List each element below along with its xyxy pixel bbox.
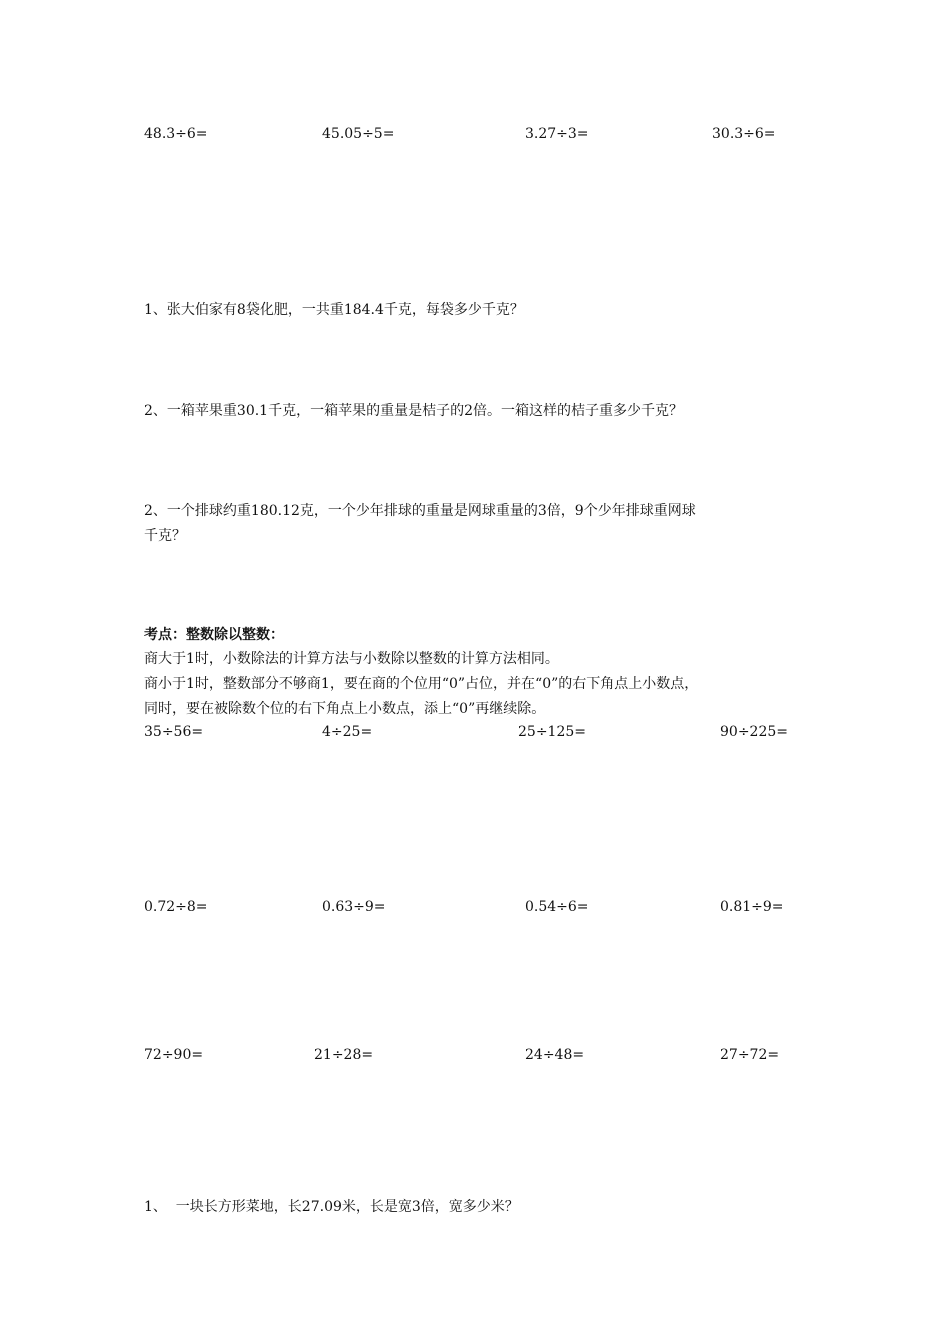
- exercise-row-3: [0, 897, 950, 917]
- exercise-item: 0.54÷6=: [525, 899, 589, 915]
- word-problem-1: 1、张大伯家有8袋化肥，一共重184.4千克，每袋多少千克？: [144, 302, 524, 318]
- section-text-line: 商大于1时，小数除法的计算方法与小数除以整数的计算方法相同。: [144, 651, 559, 667]
- exercise-item: 27÷72=: [720, 1047, 780, 1063]
- exercise-item: 25÷125=: [518, 724, 586, 740]
- exercise-item: 45.05÷5=: [322, 126, 395, 142]
- exercise-item: 3.27÷3=: [525, 126, 589, 142]
- exercise-item: 0.63÷9=: [322, 899, 386, 915]
- exercise-item: 90÷225=: [720, 724, 788, 740]
- exercise-item: 72÷90=: [144, 1047, 204, 1063]
- exercise-row-2: [0, 722, 950, 742]
- exercise-item: 35÷56=: [144, 724, 204, 740]
- section-heading: 考点：整数除以整数：: [144, 627, 284, 643]
- section-text-line: 商小于1时，整数部分不够商1，要在商的个位用“0”占位，并在“0”的右下角点上小数点，: [144, 676, 699, 692]
- word-problem-3: 2、一个排球约重180.12克，一个少年排球的重量是网球重量的3倍，9个少年排球重网球: [144, 503, 696, 519]
- exercise-item: 21÷28=: [314, 1047, 374, 1063]
- word-problem-2: 2、一箱苹果重30.1千克，一箱苹果的重量是桔子的2倍。一箱这样的桔子重多少千克？: [144, 403, 683, 419]
- exercise-row-1: [0, 124, 950, 144]
- word-problem-4: 1、 一块长方形菜地，长27.09米，长是宽3倍，宽多少米？: [144, 1199, 519, 1215]
- exercise-item: 4÷25=: [322, 724, 373, 740]
- exercise-item: 30.3÷6=: [712, 126, 776, 142]
- word-problem-3-continued: 千克？: [144, 528, 186, 544]
- section-text-line: 同时，要在被除数个位的右下角点上小数点，添上“0”再继续除。: [144, 701, 546, 717]
- exercise-item: 48.3÷6=: [144, 126, 208, 142]
- exercise-item: 24÷48=: [525, 1047, 585, 1063]
- exercise-item: 0.81÷9=: [720, 899, 784, 915]
- exercise-row-4: [0, 1045, 950, 1065]
- exercise-item: 0.72÷8=: [144, 899, 208, 915]
